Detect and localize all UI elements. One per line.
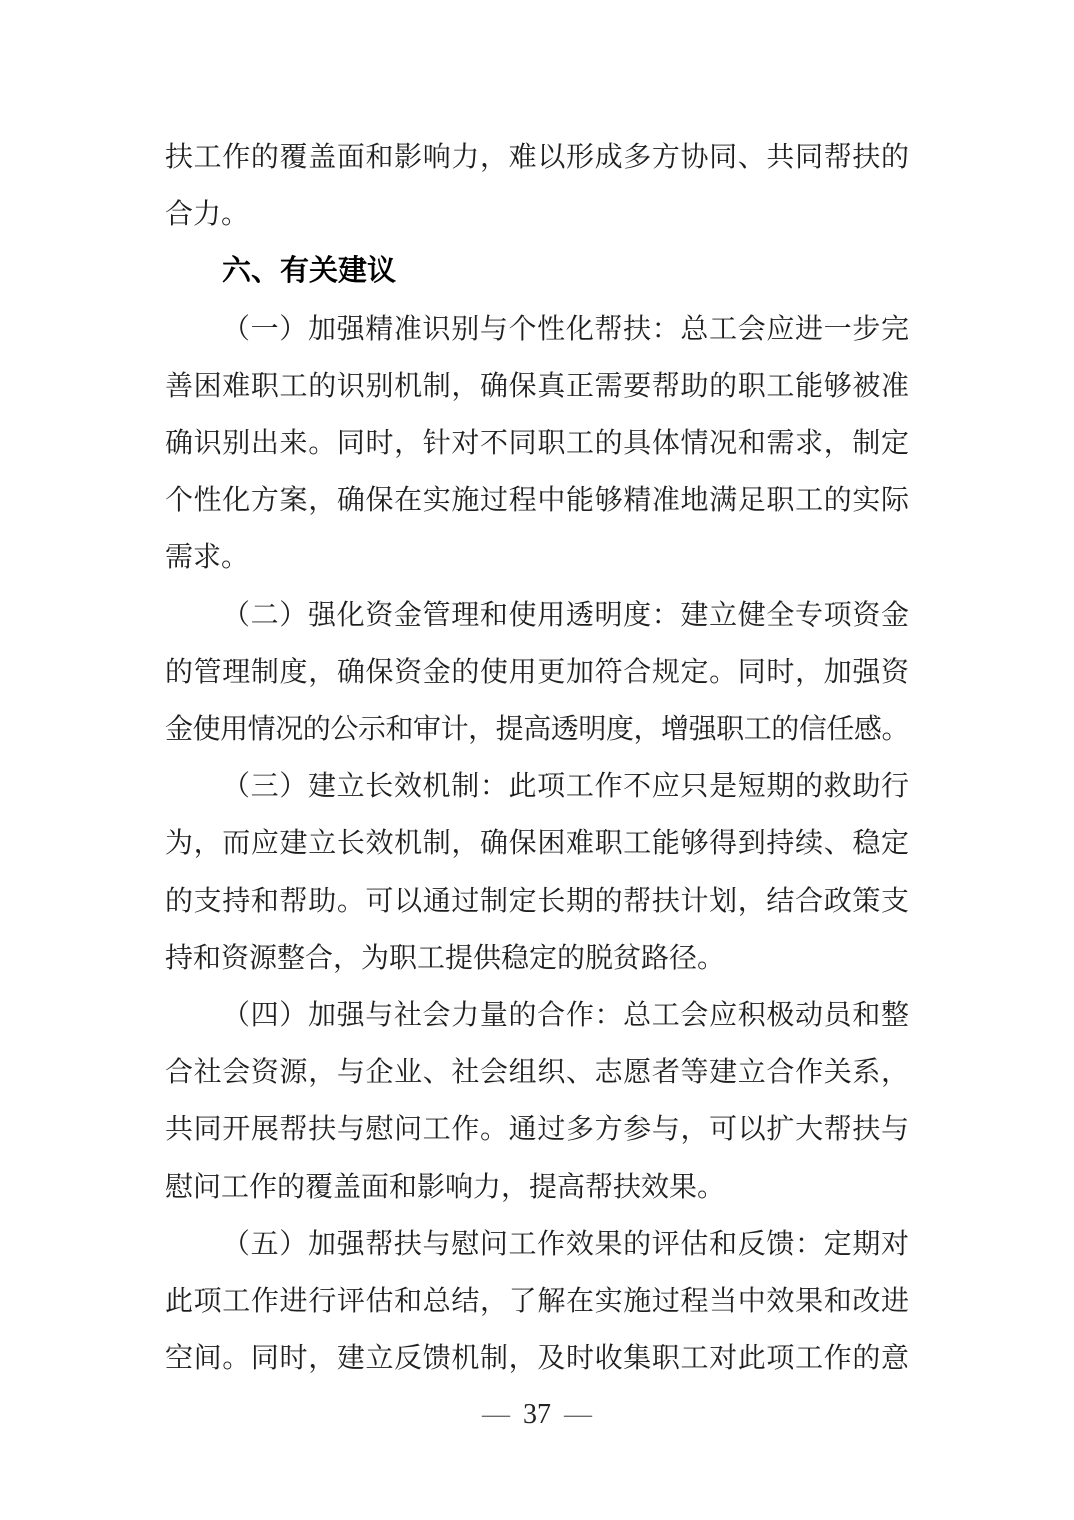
text-line: 金使用情况的公示和审计，提高透明度，增强职工的信任感。 (165, 714, 909, 746)
text-line: 善困难职工的识别机制，确保真正需要帮助的职工能够被准 (165, 370, 909, 402)
text-line: 的管理制度，确保资金的使用更加符合规定。同时，加强资 (165, 656, 909, 688)
section-heading: 六、有关建议 (222, 255, 397, 288)
footer-dash-left: — (482, 1399, 510, 1430)
text-line: 慰问工作的覆盖面和影响力，提高帮扶效果。 (165, 1171, 726, 1203)
text-line: 个性化方案，确保在实施过程中能够精准地满足职工的实际 (165, 485, 909, 517)
document-body (165, 129, 909, 1387)
paragraph-continuation (165, 129, 909, 243)
text-line: 需求。 (165, 542, 250, 574)
text-line: 持和资源整合，为职工提供稳定的脱贫路径。 (165, 942, 726, 974)
paragraph-suggestion-3 (165, 758, 909, 987)
text-line: （四）加强与社会力量的合作：总工会应积极动员和整 (222, 1000, 909, 1032)
text-line: 确识别出来。同时，针对不同职工的具体情况和需求，制定 (165, 428, 909, 460)
text-line: 扶工作的覆盖面和影响力，难以形成多方协同、共同帮扶的 (165, 142, 909, 173)
paragraph-suggestion-1 (165, 301, 909, 587)
paragraph-suggestion-5 (165, 1216, 909, 1388)
text-line: 合社会资源，与企业、社会组织、志愿者等建立合作关系， (165, 1057, 909, 1089)
text-line: 此项工作进行评估和总结，了解在实施过程当中效果和改进 (165, 1286, 909, 1318)
text-line: （三）建立长效机制：此项工作不应只是短期的救助行 (222, 771, 909, 803)
text-line: （二）强化资金管理和使用透明度：建立健全专项资金 (222, 599, 909, 631)
paragraph-suggestion-4 (165, 987, 909, 1216)
text-line: （五）加强帮扶与慰问工作效果的评估和反馈：定期对 (222, 1228, 909, 1260)
paragraph-suggestion-2 (165, 587, 909, 759)
text-line: （一）加强精准识别与个性化帮扶：总工会应进一步完 (222, 313, 909, 345)
page-footer (0, 1398, 1074, 1432)
page-number: 37 (523, 1399, 551, 1430)
text-line: 合力。 (165, 199, 250, 231)
text-line: 为，而应建立长效机制，确保困难职工能够得到持续、稳定 (165, 828, 909, 860)
footer-dash-right: — (564, 1399, 592, 1430)
text-line: 共同开展帮扶与慰问工作。通过多方参与，可以扩大帮扶与 (165, 1114, 909, 1146)
text-line: 的支持和帮助。可以通过制定长期的帮扶计划，结合政策支 (165, 885, 909, 917)
text-line: 空间。同时，建立反馈机制，及时收集职工对此项工作的意 (165, 1343, 909, 1375)
